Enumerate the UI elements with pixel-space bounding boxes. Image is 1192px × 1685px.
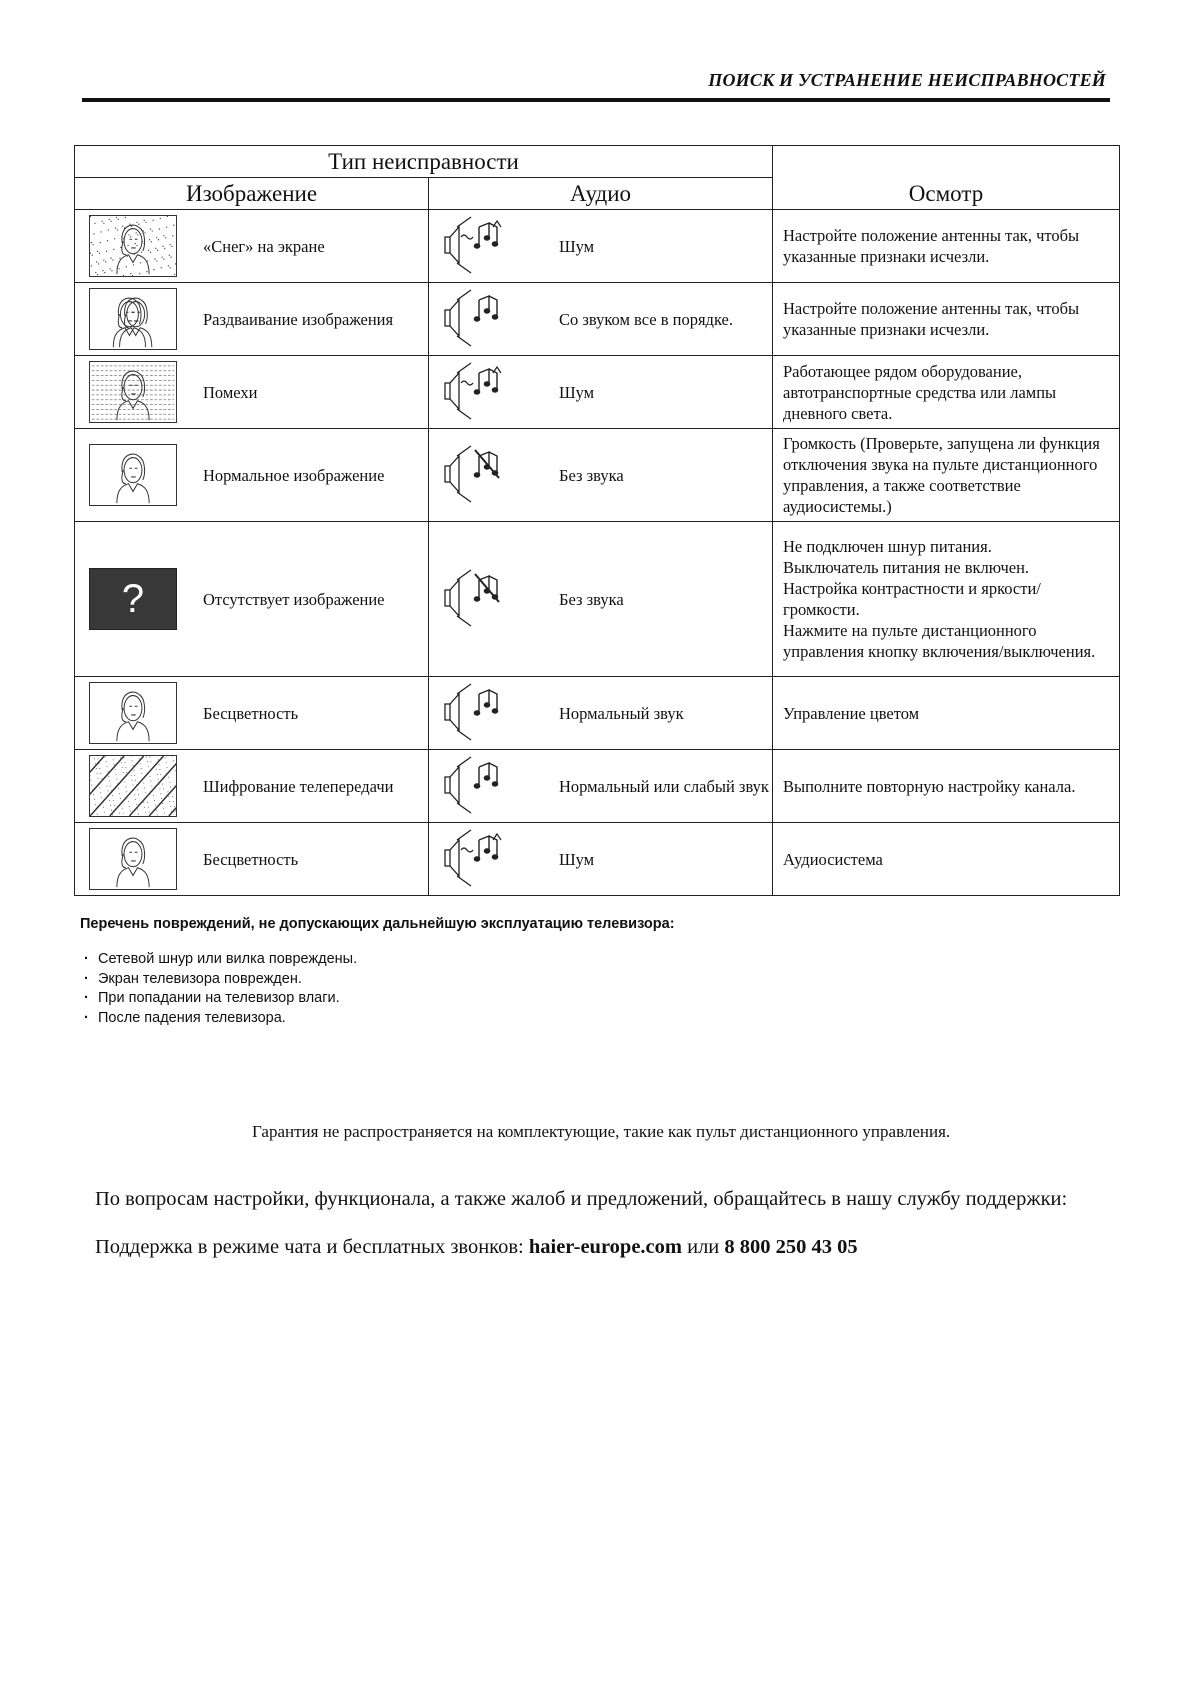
image-symptom: Бесцветность bbox=[203, 703, 299, 723]
screen-thumbnail-scramble bbox=[89, 755, 177, 817]
check-item: Нажмите на пульте дистанционного управления кнопку включения/выключения. bbox=[783, 621, 1096, 661]
table-row bbox=[75, 283, 1120, 356]
check-cell bbox=[773, 283, 1120, 356]
check-cell bbox=[773, 429, 1120, 522]
image-symptom: Раздваивание изображения bbox=[203, 309, 394, 329]
check-item: Не подключен шнур питания. bbox=[783, 537, 992, 556]
audio-symptom: Без звука bbox=[559, 589, 624, 609]
col-header-image: Изображение bbox=[75, 178, 429, 210]
check-item: Настройте положение антенны так, чтобы указанные признаки исчезли. bbox=[783, 226, 1080, 266]
check-item: Аудиосистема bbox=[783, 849, 883, 869]
image-symptom: «Снег» на экране bbox=[203, 236, 325, 256]
col-header-audio: Аудио bbox=[429, 178, 773, 210]
audio-symptom: Нормальный звук bbox=[559, 703, 684, 723]
audio-symptom: Нормальный или слабый звук bbox=[559, 776, 769, 796]
audio-symptom: Шум bbox=[559, 236, 595, 256]
screen-thumbnail-none: ? bbox=[89, 568, 177, 630]
check-cell bbox=[773, 823, 1120, 896]
table-row bbox=[75, 210, 1120, 283]
audio-cell bbox=[429, 429, 773, 522]
image-cell bbox=[75, 283, 429, 356]
audio-cell bbox=[429, 522, 773, 677]
speaker-noise-icon bbox=[441, 215, 511, 277]
screen-thumbnail-normal bbox=[89, 682, 177, 744]
image-symptom: Отсутствует изображение bbox=[203, 589, 385, 609]
image-cell bbox=[75, 823, 429, 896]
image-symptom: Шифрование телепередачи bbox=[203, 776, 394, 796]
image-cell bbox=[75, 522, 429, 677]
image-symptom: Нормальное изображение bbox=[203, 465, 385, 485]
image-symptom: Бесцветность bbox=[203, 849, 299, 869]
check-cell bbox=[773, 210, 1120, 283]
check-item: Управление цветом bbox=[783, 703, 920, 723]
table-row bbox=[75, 356, 1120, 429]
image-cell bbox=[75, 210, 429, 283]
audio-symptom: Шум bbox=[559, 382, 595, 402]
image-cell bbox=[75, 429, 429, 522]
support-site-link[interactable]: haier-europe.com bbox=[528, 1236, 682, 1258]
screen-thumbnail-normal bbox=[89, 444, 177, 506]
image-cell bbox=[75, 356, 429, 429]
speaker-music-icon bbox=[441, 755, 511, 817]
check-cell bbox=[773, 750, 1120, 823]
speaker-noise-icon bbox=[441, 828, 511, 890]
image-cell bbox=[75, 750, 429, 823]
check-item: Настройка контрастности и яркости/громкости. bbox=[783, 579, 1041, 619]
damage-item: · Экран телевизора поврежден. bbox=[80, 970, 357, 990]
screen-thumbnail-snow bbox=[89, 215, 177, 277]
speaker-music-icon bbox=[441, 288, 511, 350]
image-cell bbox=[75, 677, 429, 750]
support-phone[interactable]: 8 800 250 43 05 bbox=[724, 1236, 858, 1258]
troubleshooting-table bbox=[74, 145, 1120, 896]
running-header bbox=[82, 68, 1110, 102]
screen-thumbnail-lines bbox=[89, 361, 177, 423]
audio-cell bbox=[429, 677, 773, 750]
check-item: Громкость (Проверьте, запущена ли функция отключения звука на пульте дистанционного управления, а также соответствие аудиосистемы.) bbox=[783, 434, 1100, 516]
check-item: Выключатель питания не включен. bbox=[783, 558, 1030, 577]
audio-cell bbox=[429, 750, 773, 823]
check-cell bbox=[773, 522, 1120, 677]
check-cell bbox=[773, 356, 1120, 429]
damage-list bbox=[80, 950, 357, 1028]
check-item: Выполните повторную настройку канала. bbox=[783, 776, 1076, 796]
check-item: Работающее рядом оборудование, автотранспортные средства или лампы дневного света. bbox=[783, 361, 1057, 423]
warranty-note: Гарантия не распространяется на комплектующие, такие как пульт дистанционного управления. bbox=[252, 1122, 951, 1141]
check-item: Настройте положение антенны так, чтобы указанные признаки исчезли. bbox=[783, 299, 1080, 339]
audio-cell bbox=[429, 356, 773, 429]
table-row bbox=[75, 429, 1120, 522]
screen-thumbnail-ghost bbox=[89, 288, 177, 350]
speaker-mute-icon bbox=[441, 444, 511, 506]
speaker-noise-icon bbox=[441, 361, 511, 423]
audio-cell bbox=[429, 210, 773, 283]
support-prefix: Поддержка в режиме чата и бесплатных звонков: bbox=[95, 1236, 524, 1258]
table-row bbox=[75, 750, 1120, 823]
speaker-mute-icon bbox=[441, 568, 511, 630]
audio-cell bbox=[429, 823, 773, 896]
support-contacts bbox=[95, 1236, 858, 1259]
check-cell bbox=[773, 677, 1120, 750]
table-row bbox=[75, 522, 1120, 677]
damage-item: · При попадании на телевизор влаги. bbox=[80, 989, 357, 1009]
audio-symptom: Без звука bbox=[559, 465, 624, 485]
image-symptom: Помехи bbox=[203, 382, 258, 402]
support-text: По вопросам настройки, функционала, а также жалоб и предложений, обращайтесь в нашу службу поддержки: bbox=[95, 1188, 1068, 1210]
audio-cell bbox=[429, 283, 773, 356]
table-row bbox=[75, 677, 1120, 750]
col-header-check: Осмотр bbox=[773, 146, 1120, 210]
audio-symptom: Со звуком все в порядке. bbox=[559, 309, 734, 329]
speaker-music-icon bbox=[441, 682, 511, 744]
section-title: ПОИСК И УСТРАНЕНИЕ НЕИСПРАВНОСТЕЙ bbox=[708, 70, 1106, 90]
group-header: Тип неисправности bbox=[75, 146, 773, 178]
audio-symptom: Шум bbox=[559, 849, 595, 869]
table-row bbox=[75, 823, 1120, 896]
support-or: или bbox=[687, 1236, 720, 1258]
damage-item: · После падения телевизора. bbox=[80, 1009, 357, 1029]
screen-thumbnail-normal bbox=[89, 828, 177, 890]
damage-item: · Сетевой шнур или вилка повреждены. bbox=[80, 950, 357, 970]
damage-list-title: Перечень повреждений, не допускающих дальнейшую эксплуатацию телевизора: bbox=[80, 916, 675, 932]
